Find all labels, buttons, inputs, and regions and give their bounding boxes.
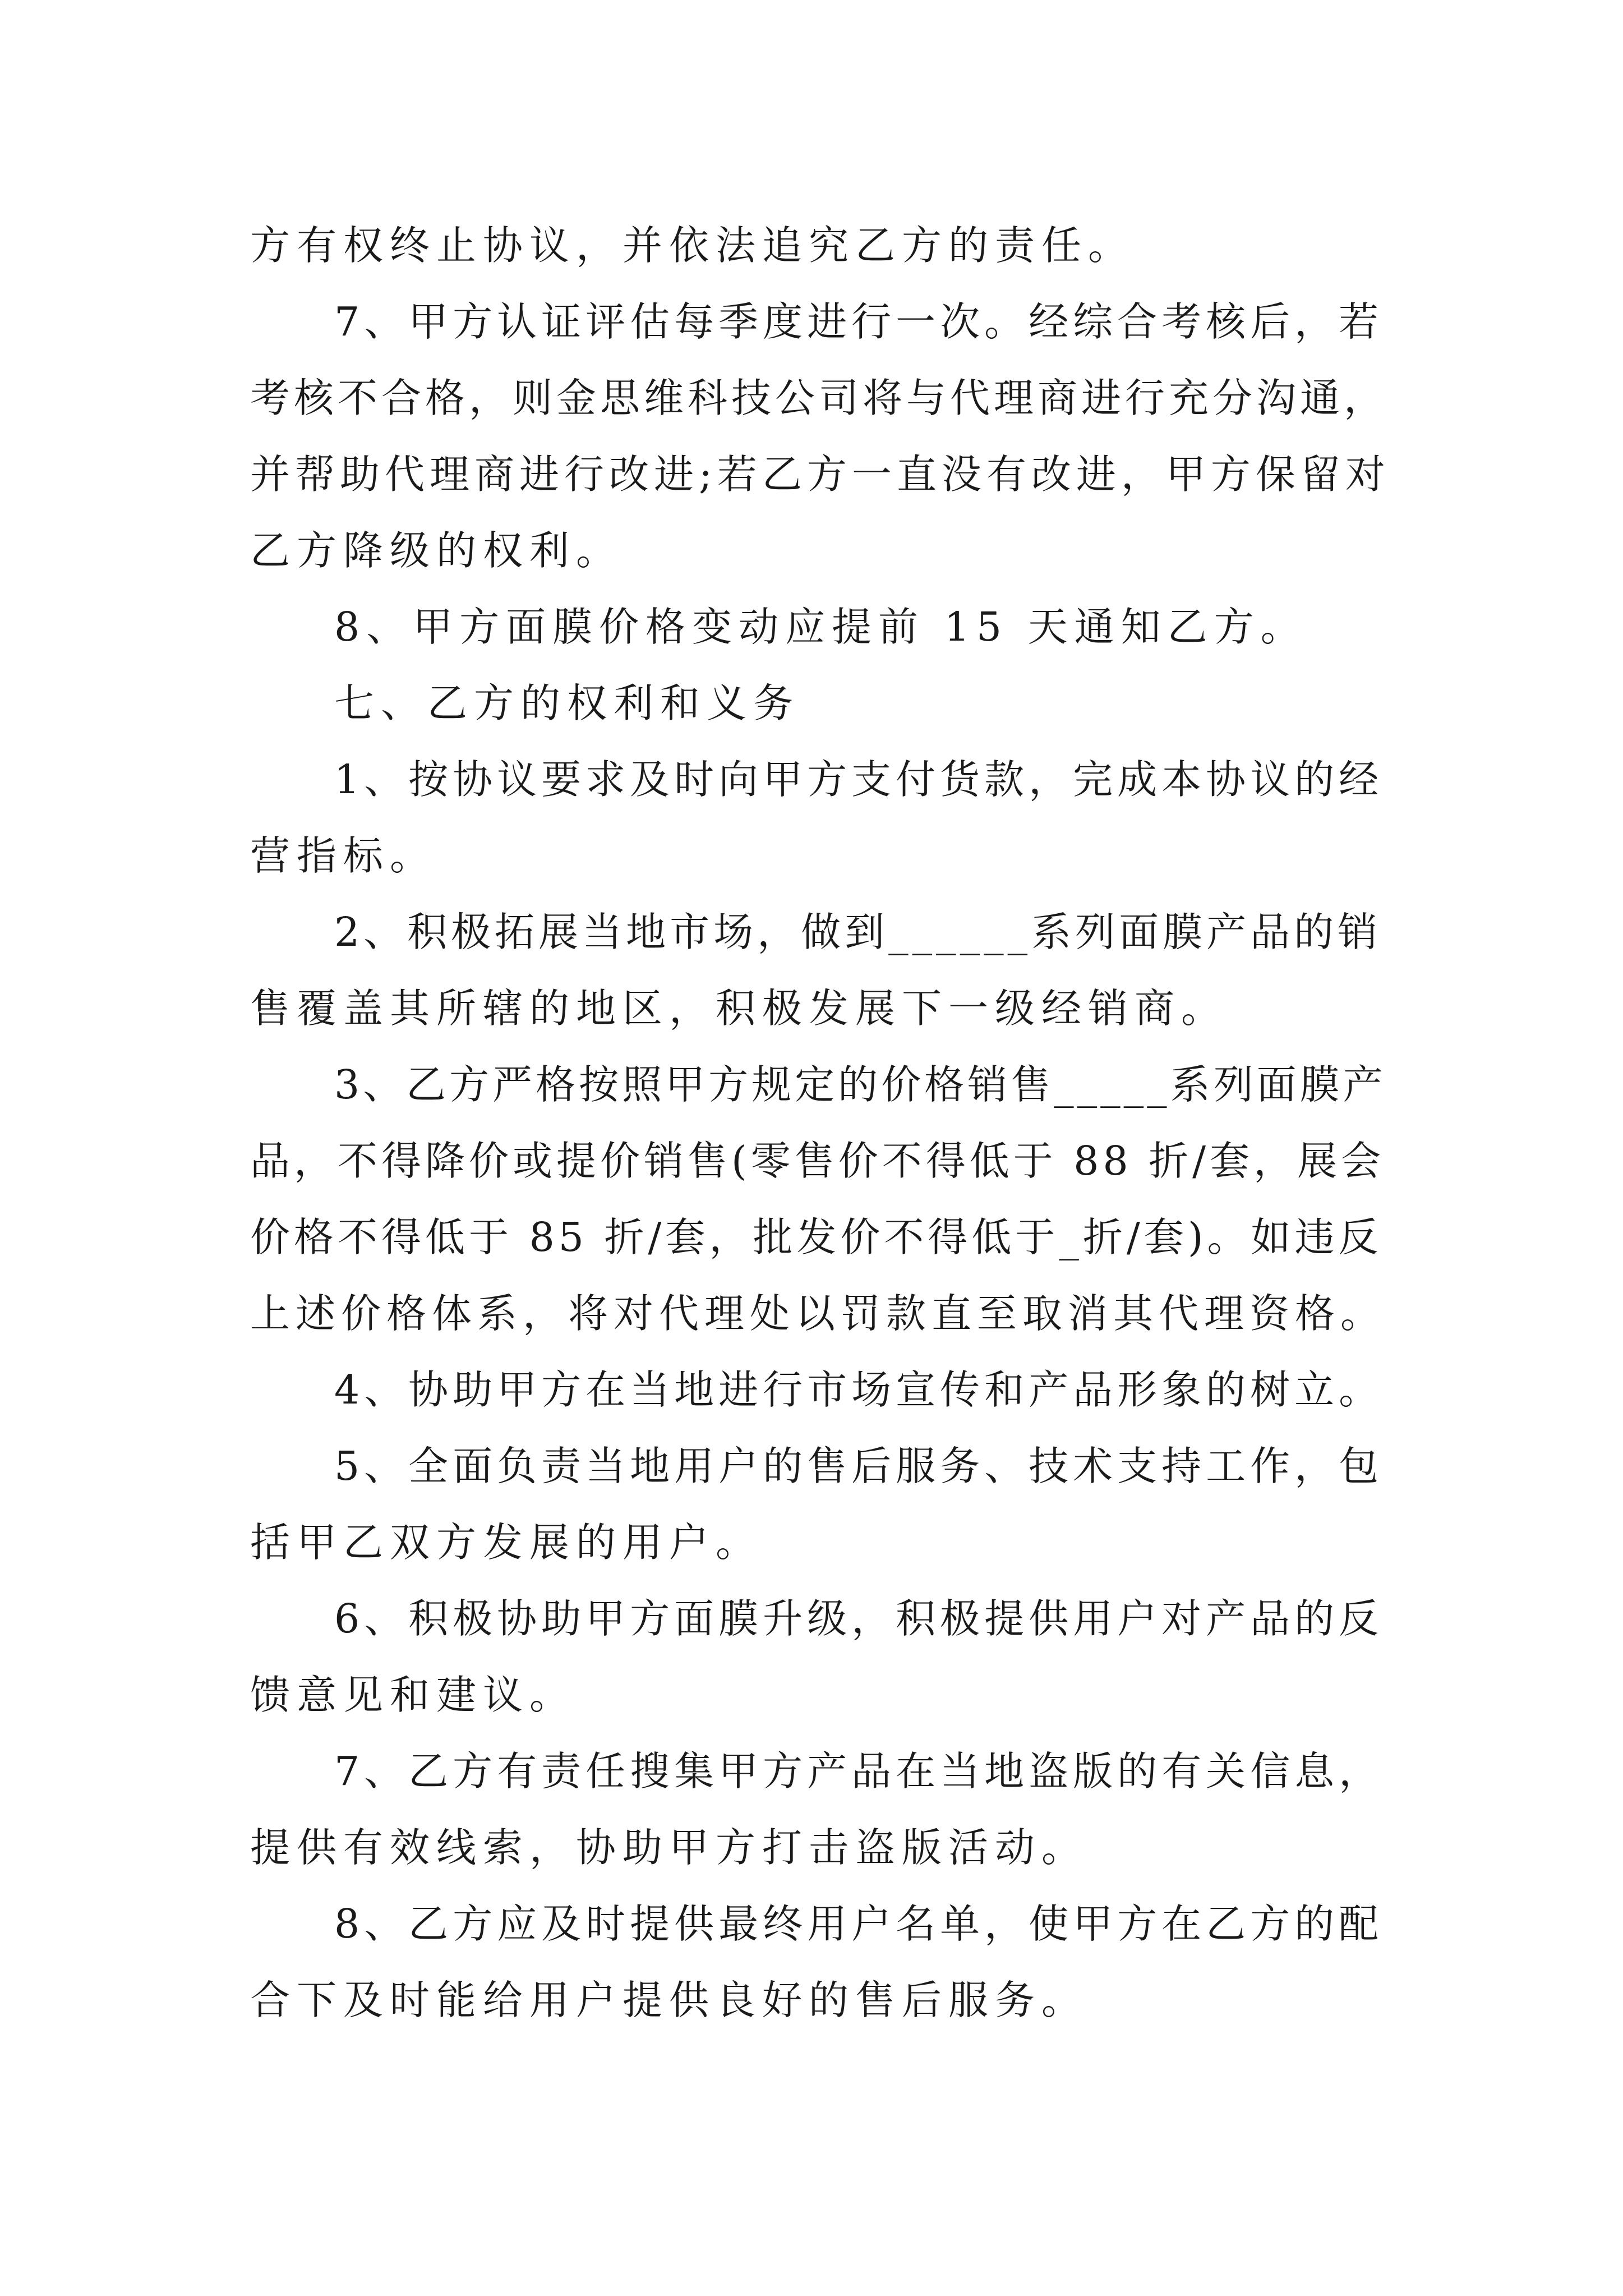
text-line: 馈意见和建议。 <box>250 1672 577 1718</box>
text-line: 上述价格体系，将对代理处以罚款直至取消其代理资格。 <box>250 1290 1386 1337</box>
text-line: 3、乙方严格按照甲方规定的价格销售_____系列面膜产 <box>334 1061 1386 1108</box>
text-line: 8、甲方面膜价格变动应提前 15 天通知乙方。 <box>334 604 1307 650</box>
section-heading: 七、乙方的权利和义务 <box>334 680 800 726</box>
text-line: 提供有效线索，协助甲方打击盗版活动。 <box>250 1824 1089 1871</box>
text-line: 5、全面负责当地用户的售后服务、技术支持工作，包 <box>334 1443 1384 1489</box>
text-line: 品，不得降价或提价销售(零售价不得低于 88 折/套，展会 <box>250 1138 1385 1184</box>
text-line: 6、积极协助甲方面膜升级，积极提供用户对产品的反 <box>334 1595 1384 1642</box>
document-body <box>250 208 1394 2039</box>
text-line: 7、甲方认证评估每季度进行一次。经综合考核后，若 <box>334 298 1384 345</box>
text-line: 乙方降级的权利。 <box>250 527 623 574</box>
text-line: 括甲乙双方发展的用户。 <box>250 1519 763 1566</box>
text-line: 营指标。 <box>250 832 437 879</box>
text-line: 考核不合格，则金思维科技公司将与代理商进行充分沟通， <box>250 375 1388 421</box>
text-line: 2、积极拓展当地市场，做到______系列面膜产品的销 <box>334 909 1382 955</box>
text-line: 售覆盖其所辖的地区，积极发展下一级经销商。 <box>250 985 1228 1032</box>
text-line: 8、乙方应及时提供最终用户名单，使甲方在乙方的配 <box>334 1901 1384 1947</box>
text-line: 4、协助甲方在当地进行市场宣传和产品形象的树立。 <box>334 1366 1384 1413</box>
text-line: 并帮助代理商进行改进;若乙方一直没有改进，甲方保留对 <box>250 451 1390 498</box>
text-line: 合下及时能给用户提供良好的售后服务。 <box>250 1977 1089 2023</box>
text-line: 7、乙方有责任搜集甲方产品在当地盗版的有关信息， <box>334 1748 1384 1795</box>
text-line: 1、按协议要求及时向甲方支付货款，完成本协议的经 <box>334 756 1384 803</box>
text-line: 方有权终止协议，并依法追究乙方的责任。 <box>250 222 1135 269</box>
text-line: 价格不得低于 85 折/套，批发价不得低于_折/套)。如违反 <box>250 1214 1382 1260</box>
